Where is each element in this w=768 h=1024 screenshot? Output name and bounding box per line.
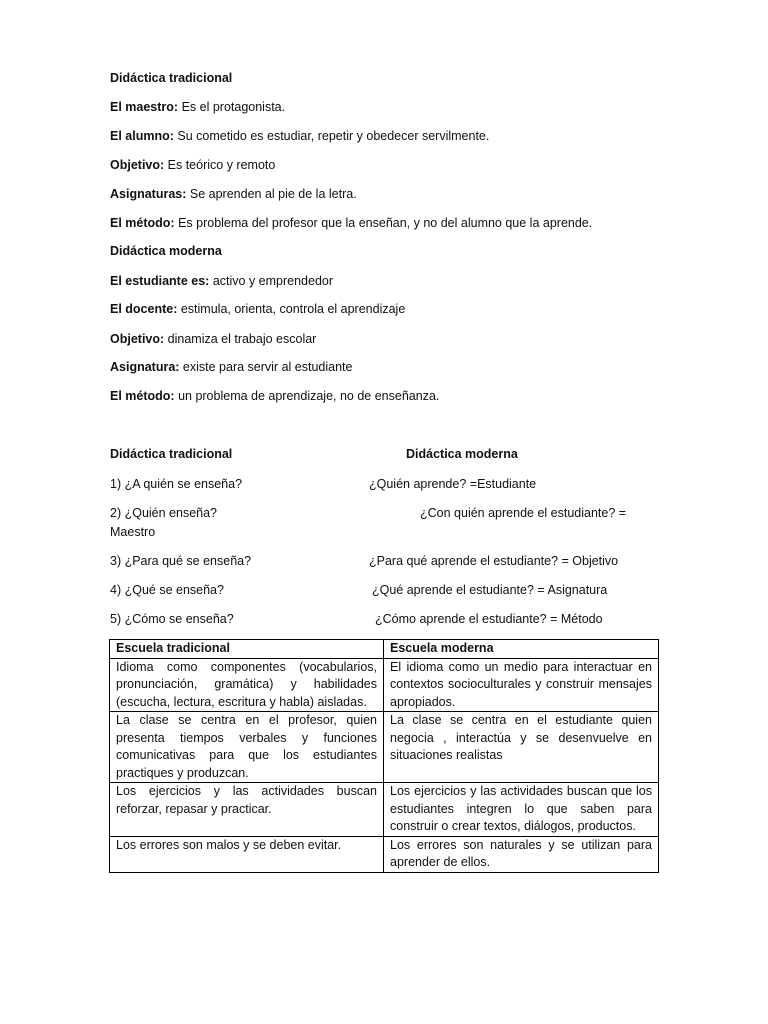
table-cell: Idioma como componentes (vocabularios, pronunciación, gramática) y habilidades (escucha, lectura, escritura y habla) aisladas. [110,658,384,712]
comparison-question-right: ¿Quién aprende? =Estudiante [369,477,537,491]
table-row [110,658,659,712]
comparison-question-left: 2) ¿Quién enseña? [110,506,218,520]
table-cell: Los errores son malos y se deben evitar. [110,836,384,872]
table-header-row [110,640,659,659]
school-comparison-table [109,639,659,873]
modern-item: El método: un problema de aprendizaje, no de enseñanza. [110,389,440,403]
table-cell: La clase se centra en el estudiante quien negocia , interactúa y se desenvuelve en situaciones realistas [384,712,659,783]
traditional-item: El maestro: Es el protagonista. [110,100,286,114]
table-row [110,836,659,872]
table-row [110,783,659,837]
modern-item: Asignatura: existe para servir al estudiante [110,360,353,374]
traditional-item: Objetivo: Es teórico y remoto [110,158,276,172]
table-cell: Los errores son naturales y se utilizan para aprender de ellos. [384,836,659,872]
comparison-question-right: ¿Qué aprende el estudiante? = Asignatura [372,583,608,597]
table-cell: Los ejercicios y las actividades buscan reforzar, repasar y practicar. [110,783,384,837]
section-heading-modern: Didáctica moderna [110,244,222,258]
traditional-item: El método: Es problema del profesor que la enseñan, y no del alumno que la aprende. [110,216,593,230]
comparison-question-right: ¿Cómo aprende el estudiante? = Método [375,612,603,626]
comparison-question-left: 3) ¿Para qué se enseña? [110,554,252,568]
comparison-question-left: 1) ¿A quién se enseña? [110,477,243,491]
comparison-question-right: ¿Para qué aprende el estudiante? = Objetivo [369,554,619,568]
comparison-question-right: ¿Con quién aprende el estudiante? = [420,506,627,520]
table-header-cell: Escuela tradicional [110,640,384,659]
comparison-heading-right: Didáctica moderna [406,447,518,461]
modern-item: Objetivo: dinamiza el trabajo escolar [110,332,317,346]
modern-item: El docente: estimula, orienta, controla el aprendizaje [110,302,406,316]
comparison-question-left: 5) ¿Cómo se enseña? [110,612,234,626]
comparison-question-wrap: Maestro [110,525,156,539]
table-cell: El idioma como un medio para interactuar en contextos socioculturales y construir mensajes apropiados. [384,658,659,712]
table-cell: Los ejercicios y las actividades buscan que los estudiantes integren lo que saben para construir o crear textos, diálogos, productos. [384,783,659,837]
table-header-cell: Escuela moderna [384,640,659,659]
table-row [110,712,659,783]
modern-item: El estudiante es: activo y emprendedor [110,274,334,288]
comparison-heading-left: Didáctica tradicional [110,447,233,461]
section-heading-traditional: Didáctica tradicional [110,71,233,85]
table-cell: La clase se centra en el profesor, quien presenta tiempos verbales y funciones comunicativas para que los estudiantes practiques y produzcan. [110,712,384,783]
comparison-question-left: 4) ¿Qué se enseña? [110,583,224,597]
traditional-item: El alumno: Su cometido es estudiar, repetir y obedecer servilmente. [110,129,490,143]
traditional-item: Asignaturas: Se aprenden al pie de la letra. [110,187,357,201]
